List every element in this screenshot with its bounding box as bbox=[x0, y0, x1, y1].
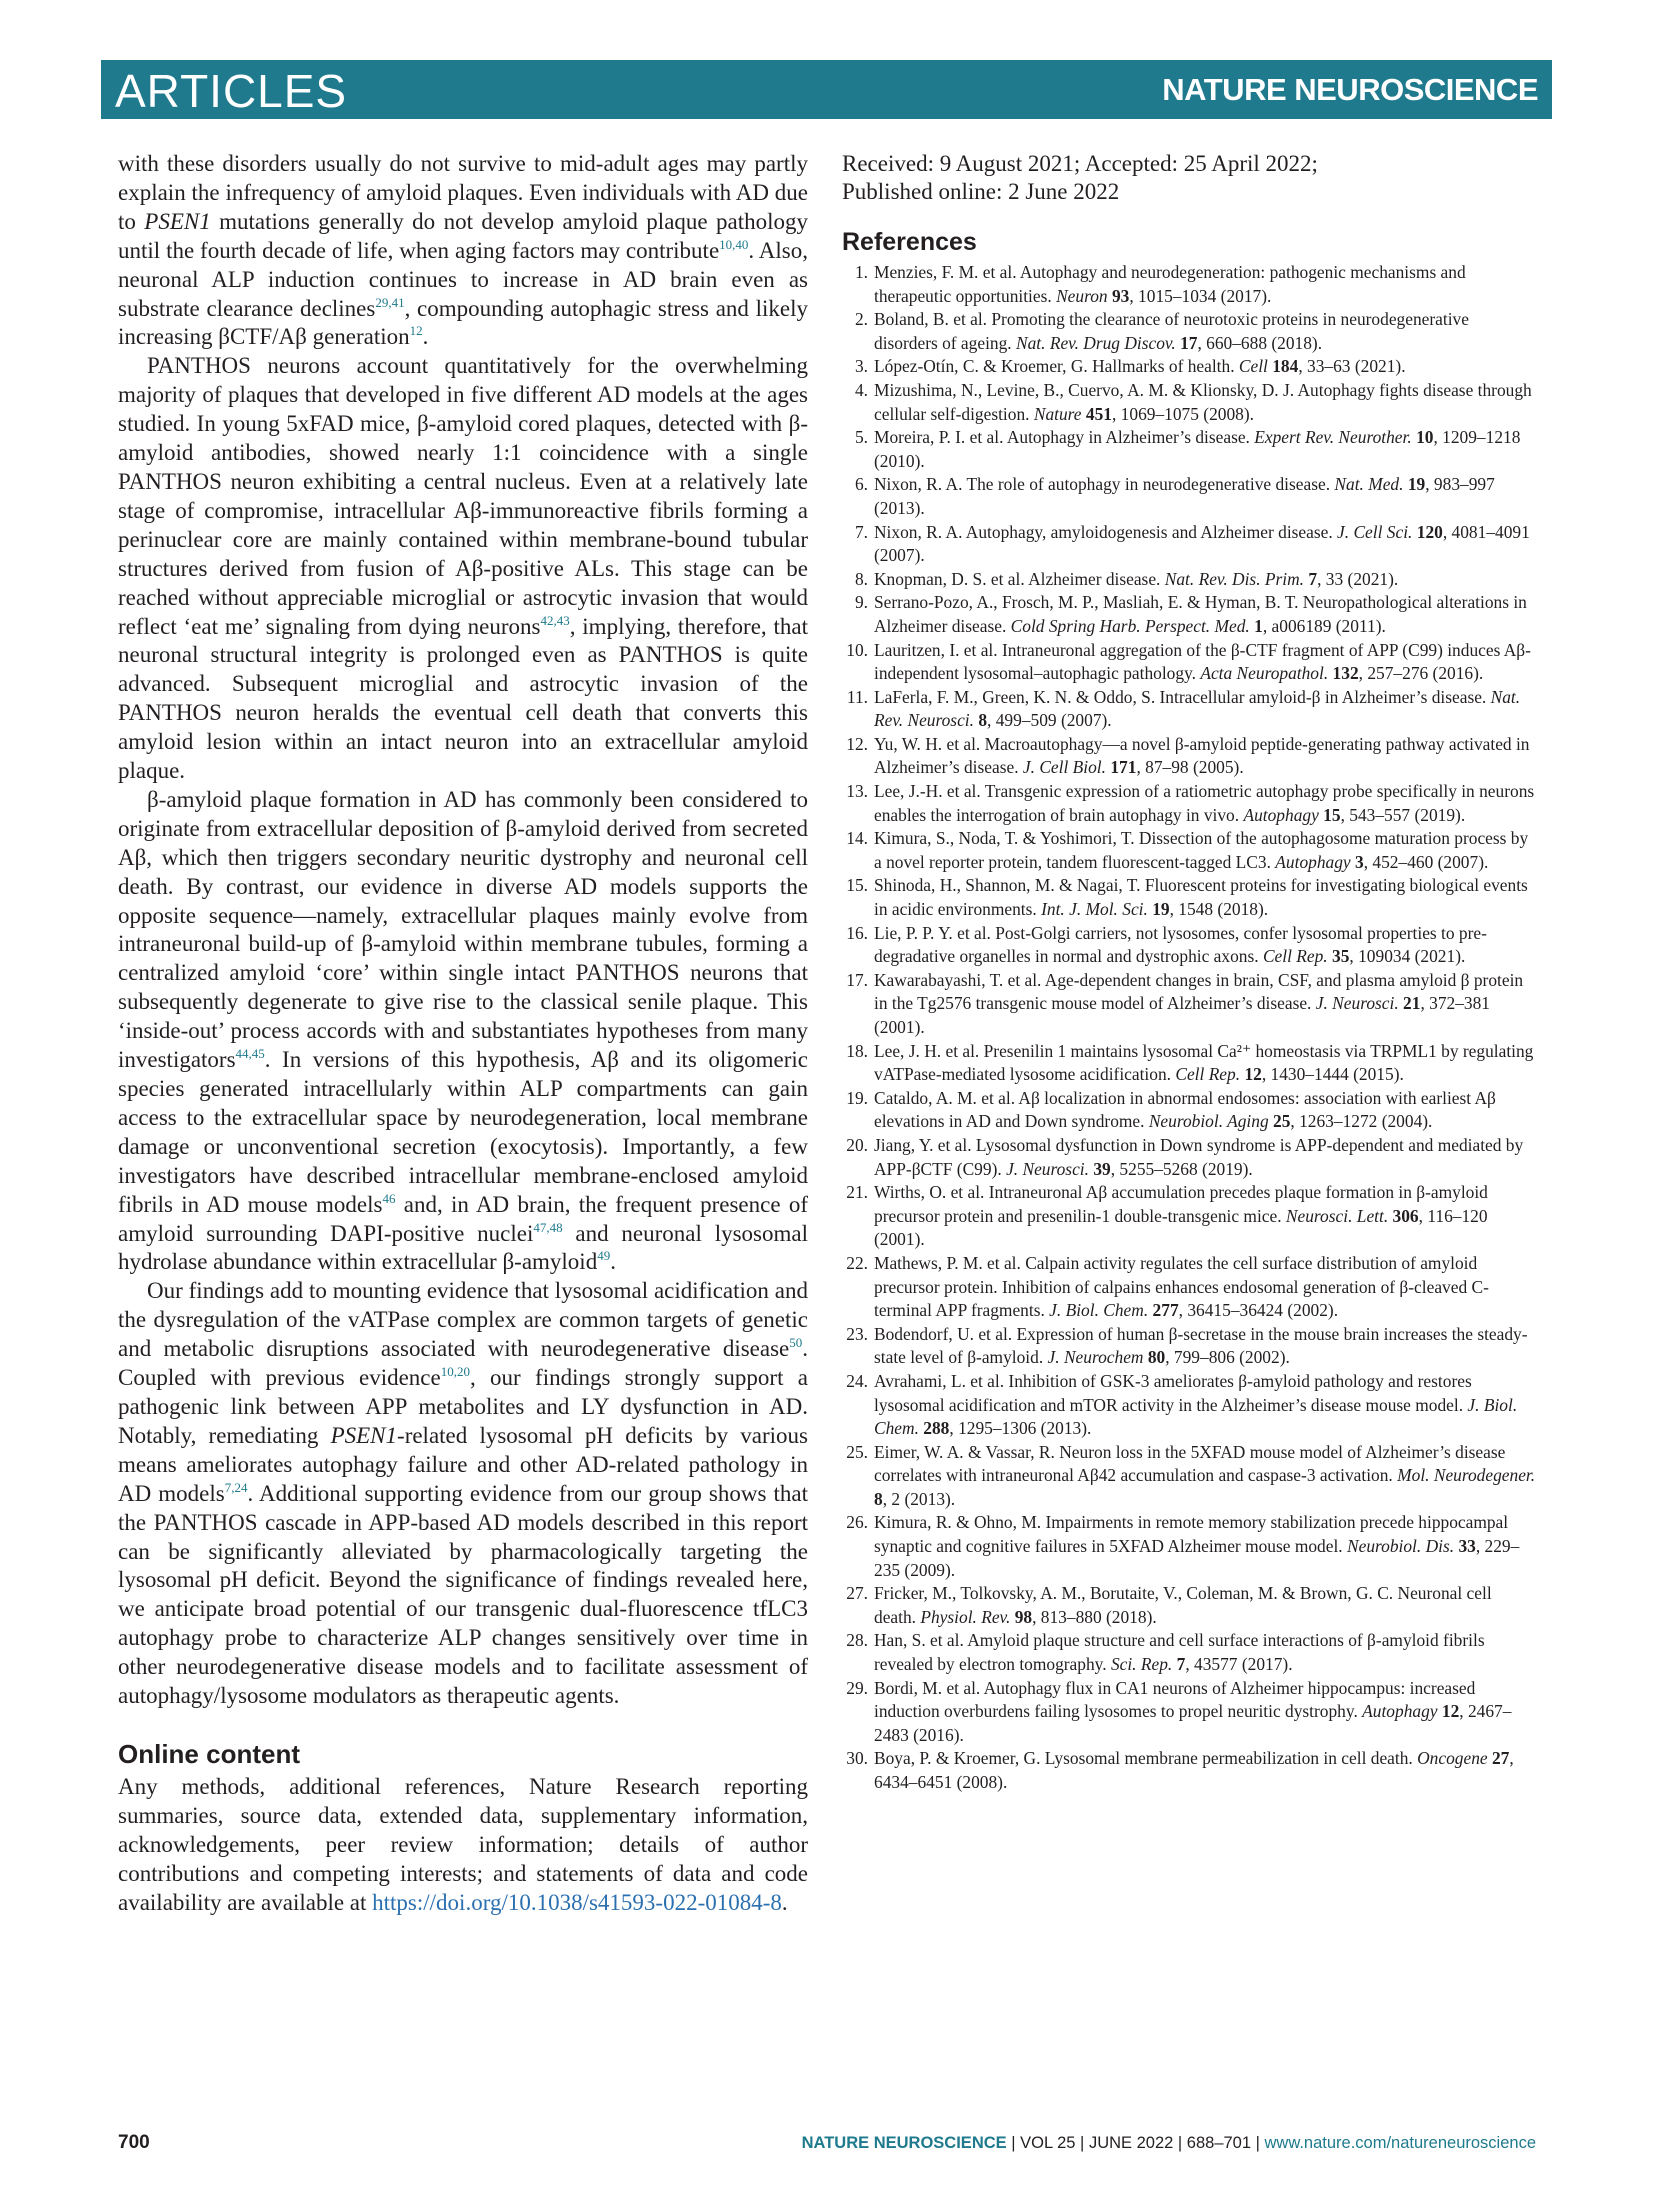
reference-text: Kimura, S., Noda, T. & Yoshimori, T. Dissection of the autophagosome maturation process by a novel reporter protein, tandem fluorescent-tagged LC3. bbox=[874, 828, 1529, 872]
reference-volume: 21 bbox=[1403, 993, 1421, 1014]
reference-volume: 184 bbox=[1272, 356, 1299, 377]
reference-volume: 8 bbox=[874, 1488, 883, 1509]
reference-number: 18. bbox=[846, 1040, 868, 1061]
reference-text: Fricker, M., Tolkovsky, A. M., Borutaite, V., Coleman, M. & Brown, G. C. Neuronal cell death. bbox=[874, 1583, 1492, 1627]
reference-pages: , 1548 (2018). bbox=[1169, 899, 1269, 920]
reference-text: Nixon, R. A. Autophagy, amyloidogenesis and Alzheimer disease. bbox=[874, 521, 1338, 542]
footer-journal: NATURE NEUROSCIENCE bbox=[801, 2134, 1007, 2152]
reference-pages: , 33–63 (2021). bbox=[1298, 356, 1406, 377]
reference-item bbox=[842, 1087, 1536, 1134]
reference-pages: , 5255–5268 (2019). bbox=[1110, 1158, 1253, 1179]
reference-journal: Neurosci. Lett. bbox=[1285, 1205, 1389, 1226]
reference-pages: , 983–997 (2013). bbox=[874, 474, 1495, 518]
footer-pages: 688–701 bbox=[1186, 2134, 1252, 2152]
reference-volume: 451 bbox=[1085, 403, 1112, 424]
citation-link[interactable]: 10,20 bbox=[440, 1364, 470, 1380]
reference-volume: 306 bbox=[1392, 1205, 1419, 1226]
reference-pages: , 87–98 (2005). bbox=[1136, 757, 1244, 778]
reference-journal: J. Cell Biol. bbox=[1022, 757, 1106, 778]
reference-item bbox=[842, 1370, 1536, 1441]
reference-journal: Autophagy bbox=[1275, 851, 1351, 872]
reference-item bbox=[842, 426, 1536, 473]
reference-number: 24. bbox=[846, 1370, 868, 1391]
publication-dates bbox=[842, 150, 1536, 206]
reference-volume: 98 bbox=[1014, 1606, 1033, 1627]
reference-number: 13. bbox=[846, 781, 868, 802]
reference-text: Cataldo, A. M. et al. Aβ localization in abnormal endosomes: association with earliest Aβ elevations in AD and Down syndrome. bbox=[874, 1087, 1496, 1132]
reference-item bbox=[842, 521, 1536, 568]
reference-item bbox=[842, 874, 1536, 921]
reference-journal: Cold Spring Harb. Perspect. Med. bbox=[1010, 615, 1250, 636]
reference-text: Bodendorf, U. et al. Expression of human β-secretase in the mouse brain increases the steady-state level of β-amyloid. bbox=[874, 1323, 1528, 1368]
paragraph-1: with these disorders usually do not survive to mid-adult ages may partly explain the infrequency of amyloid plaques. Even individuals with AD due to PSEN1 mutations generally do not develop amyloid plaque pathology until the fourth decade of life, when aging factors may contribute$^{10,40}$. Also, neuronal ALP induction continues to increase in AD brain even as substrate clearance declines$^{29,41}$, compounding autophagic stress and likely increasing βCTF/Aβ generation$^{12}$. bbox=[118, 151, 808, 350]
reference-item bbox=[842, 1582, 1536, 1629]
reference-journal: Neurobiol. Dis. bbox=[1347, 1536, 1455, 1557]
reference-item bbox=[842, 1181, 1536, 1252]
citation-link[interactable]: 12 bbox=[409, 323, 423, 339]
references-heading: References bbox=[842, 228, 977, 256]
reference-number: 30. bbox=[846, 1748, 868, 1769]
reference-journal: Int. J. Mol. Sci. bbox=[1041, 899, 1148, 920]
reference-journal: J. Cell Sci. bbox=[1337, 521, 1413, 542]
paragraph-3: β-amyloid plaque formation in AD has commonly been considered to originate from extracellular deposition of β-amyloid derived from secreted Aβ, which then triggers secondary neuritic dystrophy and neuronal cell death. By contrast, our evidence in diverse AD models supports the opposite sequence—namely, extracellular plaques mainly evolve from intraneuronal build-up of β-amyloid within membrane tubules, forming a centralized amyloid ‘core’ within single intact PANTHOS neurons that subsequently degenerate to give rise to the classical senile plaque. This ‘inside-out’ process accords with and substantiates hypotheses from many investigators$^{44,45}$. In versions of this hypothesis, Aβ and its oligomeric species generated intracellularly within ALP compartments can gain access to the extracellular space by neurodegeneration, local membrane damage or unconventional secretion (exocytosis). Importantly, a few investigators have described intracellular membrane-enclosed amyloid fibrils in AD mouse models$^{46}$ and, in AD brain, the frequent presence of amyloid surrounding DAPI-positive nuclei$^{47,48}$ and neuronal lysosomal hydrolase abundance within extracellular β-amyloid$^{49}$. bbox=[118, 786, 808, 1275]
citation-link[interactable]: 10,40 bbox=[719, 236, 749, 252]
reference-number: 25. bbox=[846, 1441, 868, 1462]
reference-volume: 27 bbox=[1491, 1748, 1510, 1769]
right-column bbox=[842, 150, 1536, 1795]
reference-volume: 171 bbox=[1110, 757, 1137, 778]
reference-volume: 10 bbox=[1416, 427, 1434, 448]
footer-citation: NATURE NEUROSCIENCE | VOL 25 | JUNE 2022 | 688–701 | www.nature.com/natureneuroscience bbox=[801, 2134, 1536, 2152]
reference-text: Bordi, M. et al. Autophagy flux in CA1 neurons of Alzheimer hippocampus: increased induction overburdens failing lysosomes to propel neuritic dystrophy. bbox=[874, 1677, 1476, 1722]
reference-journal: Sci. Rep. bbox=[1110, 1654, 1173, 1675]
reference-number: 20. bbox=[846, 1134, 868, 1155]
reference-volume: 33 bbox=[1458, 1536, 1476, 1557]
reference-volume: 19 bbox=[1152, 899, 1170, 920]
reference-text: Knopman, D. S. et al. Alzheimer disease. bbox=[874, 568, 1165, 589]
reference-number: 17. bbox=[846, 969, 868, 990]
reference-text: Eimer, W. A. & Vassar, R. Neuron loss in the 5XFAD mouse model of Alzheimer’s disease correlates with intraneuronal Aβ42 accumulation and caspase-3 activation. bbox=[874, 1441, 1506, 1486]
page-footer bbox=[0, 2130, 1653, 2160]
reference-volume: 288 bbox=[923, 1418, 950, 1439]
online-content-heading: Online content bbox=[118, 1738, 300, 1769]
reference-text: Shinoda, H., Shannon, M. & Nagai, T. Fluorescent proteins for investigating biological events in acidic environments. bbox=[874, 875, 1528, 920]
reference-volume: 277 bbox=[1152, 1300, 1179, 1321]
reference-pages: , 1015–1034 (2017). bbox=[1129, 285, 1272, 306]
reference-volume: 3 bbox=[1355, 851, 1364, 872]
reference-volume: 35 bbox=[1332, 946, 1350, 967]
citation-link[interactable]: 29,41 bbox=[375, 294, 405, 310]
reference-item bbox=[842, 733, 1536, 780]
reference-number: 27. bbox=[846, 1583, 868, 1604]
reference-volume: 19 bbox=[1407, 474, 1426, 495]
reference-number: 6. bbox=[854, 474, 868, 495]
journal-url-link[interactable]: www.nature.com/natureneuroscience bbox=[1264, 2134, 1536, 2152]
reference-pages: , 1430–1444 (2015). bbox=[1261, 1064, 1404, 1085]
reference-list bbox=[842, 261, 1536, 1795]
reference-pages: , 1263–1272 (2004). bbox=[1290, 1111, 1433, 1132]
reference-pages: , 1069–1075 (2008). bbox=[1111, 403, 1254, 424]
reference-number: 1. bbox=[854, 262, 868, 282]
reference-volume: 1 bbox=[1254, 615, 1263, 636]
reference-item bbox=[842, 1441, 1536, 1512]
reference-pages: , 372–381 (2001). bbox=[874, 993, 1490, 1037]
reference-number: 7. bbox=[854, 521, 868, 542]
reference-item bbox=[842, 261, 1536, 308]
reference-journal: J. Biol. Chem. bbox=[874, 1394, 1518, 1439]
reference-journal: J. Biol. Chem. bbox=[1049, 1300, 1149, 1321]
reference-item bbox=[842, 308, 1536, 355]
reference-pages: , 543–557 (2019). bbox=[1340, 804, 1466, 825]
reference-item bbox=[842, 780, 1536, 827]
reference-item bbox=[842, 591, 1536, 638]
citation-link[interactable]: 50 bbox=[789, 1335, 803, 1351]
reference-text: Moreira, P. I. et al. Autophagy in Alzheimer’s disease. bbox=[874, 427, 1255, 448]
reference-journal: Acta Neuropathol. bbox=[1200, 663, 1329, 684]
reference-journal: Nat. Rev. Dis. Prim. bbox=[1164, 568, 1305, 589]
reference-pages: , 2 (2013). bbox=[882, 1488, 956, 1509]
reference-number: 19. bbox=[846, 1087, 868, 1108]
reference-journal: Expert Rev. Neurother. bbox=[1254, 427, 1412, 448]
reference-volume: 80 bbox=[1147, 1347, 1166, 1368]
reference-journal: Autophagy bbox=[1243, 804, 1319, 825]
reference-item bbox=[842, 1747, 1536, 1794]
reference-number: 21. bbox=[846, 1182, 868, 1203]
reference-item bbox=[842, 1252, 1536, 1323]
reference-journal: Nat. Rev. Neurosci. bbox=[874, 686, 1521, 731]
citation-link[interactable]: 7,24 bbox=[224, 1479, 248, 1495]
reference-text: Mathews, P. M. et al. Calpain activity regulates the cell surface distribution of amyloid precursor protein. Inhibition of calpains enhances endosomal generation of β-cleaved C-terminal APP fragments. bbox=[874, 1252, 1489, 1321]
reference-pages: , 109034 (2021). bbox=[1349, 946, 1466, 967]
reference-volume: 7 bbox=[1176, 1654, 1186, 1675]
paragraph-4: Our findings add to mounting evidence that lysosomal acidification and the dysregulation of the vATPase complex are common targets of genetic and metabolic disruptions associated with neurodegenerative disease$^{50}$. Coupled with previous evidence$^{10,20}$, our findings strongly support a pathogenic link between APP metabolites and LY dysfunction in AD. Notably, remediating PSEN1-related lysosomal pH deficits by various means ameliorates autophagy failure and other AD-related pathology in AD models$^{7,24}$. Additional supporting evidence from our group shows that the PANTHOS cascade in APP-based AD models described in this report can be significantly alleviated by pharmacologically targeting the lysosomal pH deficit. Beyond the significance of findings revealed here, we anticipate broad potential of our transgenic dual-fluorescence tfLC3 autophagy probe to characterize ALP changes sensitively over time in other neurodegenerative disease models and to facilitate assessment of autophagy/lysosome modulators as therapeutic agents. bbox=[118, 1278, 808, 1709]
running-header bbox=[101, 60, 1552, 119]
reference-number: 9. bbox=[854, 592, 868, 613]
reference-text: Wirths, O. et al. Intraneuronal Aβ accumulation precedes plaque formation in β-amyloid precursor protein and presenilin-1 double-transgenic mice. bbox=[874, 1182, 1488, 1226]
reference-pages: , 6434–6451 (2008). bbox=[874, 1748, 1514, 1792]
reference-volume: 93 bbox=[1111, 285, 1130, 306]
reference-text: Lauritzen, I. et al. Intraneuronal aggregation of the β-CTF fragment of APP (C99) induces Aβ-independent lysosomal–autophagic pathology. bbox=[874, 639, 1531, 684]
reference-volume: 132 bbox=[1332, 663, 1359, 684]
reference-text: Boya, P. & Kroemer, G. Lysosomal membrane permeabilization in cell death. bbox=[874, 1748, 1418, 1769]
reference-volume: 12 bbox=[1441, 1701, 1460, 1722]
reference-item bbox=[842, 355, 1536, 379]
reference-text: Han, S. et al. Amyloid plaque structure and cell surface interactions of β-amyloid fibrils revealed by electron tomography. bbox=[874, 1630, 1485, 1675]
reference-item bbox=[842, 686, 1536, 733]
reference-text: Kawarabayashi, T. et al. Age-dependent changes in brain, CSF, and plasma amyloid β protein in the Tg2576 transgenic mouse model of Alzheimer’s disease. bbox=[874, 969, 1524, 1014]
doi-link[interactable]: https://doi.org/10.1038/s41593-022-01084-8 bbox=[372, 1889, 782, 1915]
reference-item bbox=[842, 1629, 1536, 1676]
reference-item bbox=[842, 827, 1536, 874]
reference-item bbox=[842, 379, 1536, 426]
reference-item bbox=[842, 922, 1536, 969]
reference-text: Lie, P. P. Y. et al. Post-Golgi carriers, not lysosomes, confer lysosomal properties to pre-degradative organelles in normal and dystrophic axons. bbox=[874, 922, 1487, 967]
reference-number: 29. bbox=[846, 1677, 868, 1698]
reference-journal: Autophagy bbox=[1362, 1701, 1438, 1722]
reference-item bbox=[842, 473, 1536, 520]
reference-pages: , 1209–1218 (2010). bbox=[874, 427, 1521, 471]
reference-item bbox=[842, 639, 1536, 686]
reference-pages: , 1295–1306 (2013). bbox=[949, 1418, 1092, 1439]
reference-journal: Cell Rep. bbox=[1175, 1064, 1241, 1085]
reference-text: Menzies, F. M. et al. Autophagy and neurodegeneration: pathogenic mechanisms and therapeutic opportunities. bbox=[874, 262, 1466, 306]
reference-item bbox=[842, 568, 1536, 592]
reference-number: 16. bbox=[846, 922, 868, 943]
reference-text: López-Otín, C. & Kroemer, G. Hallmarks of health. bbox=[874, 356, 1239, 377]
paragraph-2: PANTHOS neurons account quantitatively for the overwhelming majority of plaques that developed in five different AD models at the ages studied. In young 5xFAD mice, β-amyloid cored plaques, detected with β-amyloid antibodies, showed nearly 1:1 coincidence with a single PANTHOS neuron exhibiting a central nucleus. Even at a relatively late stage of compromise, intracellular Aβ-immunoreactive fibrils forming a perinuclear core are mainly contained within membrane-bound tubular structures derived from fusion of Aβ-positive ALs. This stage can be reached without appreciable microglial or astrocytic invasion that would reflect ‘eat me’ signaling from dying neurons$^{42,43}$, implying, therefore, that neuronal structural integrity is prolonged even as PANTHOS is quite advanced. Subsequent microglial and astrocytic invasion of the PANTHOS neuron heralds the eventual cell death that converts this amyloid lesion within an intact neuron into an extracellular amyloid plaque. bbox=[118, 353, 808, 784]
reference-item bbox=[842, 1040, 1536, 1087]
reference-number: 26. bbox=[846, 1512, 868, 1533]
reference-pages: , 2467–2483 (2016). bbox=[874, 1701, 1512, 1745]
citation-link[interactable]: 42,43 bbox=[540, 612, 570, 628]
reference-volume: 15 bbox=[1323, 804, 1341, 825]
citation-link[interactable]: 49 bbox=[597, 1248, 611, 1264]
reference-text: Lee, J.-H. et al. Transgenic expression of a ratiometric autophagy probe specifically in neurons enables the interrogation of brain autophagy in vivo. bbox=[874, 781, 1535, 825]
reference-journal: Nature bbox=[1033, 403, 1082, 424]
reference-pages: , 229–235 (2009). bbox=[874, 1536, 1520, 1580]
reference-number: 8. bbox=[854, 568, 868, 589]
footer-date: JUNE 2022 bbox=[1088, 2134, 1174, 2152]
journal-name: NATURE NEUROSCIENCE bbox=[1162, 72, 1538, 107]
reference-pages: , 799–806 (2002). bbox=[1165, 1347, 1290, 1368]
reference-pages: , 257–276 (2016). bbox=[1358, 663, 1484, 684]
reference-pages: , 452–460 (2007). bbox=[1363, 851, 1489, 872]
reference-pages: , 116–120 (2001). bbox=[874, 1205, 1488, 1250]
reference-item bbox=[842, 1134, 1536, 1181]
reference-number: 14. bbox=[846, 828, 868, 849]
reference-number: 5. bbox=[854, 427, 868, 448]
reference-number: 12. bbox=[846, 733, 868, 754]
reference-volume: 25 bbox=[1273, 1111, 1291, 1132]
reference-pages: , 4081–4091 (2007). bbox=[874, 521, 1530, 566]
reference-journal: Oncogene bbox=[1417, 1748, 1488, 1769]
reference-volume: 39 bbox=[1093, 1158, 1111, 1179]
reference-text: Avrahami, L. et al. Inhibition of GSK-3 ameliorates β-amyloid pathology and restores lysosomal acidification and mTOR activity in the Alzheimer’s disease mouse model. bbox=[874, 1370, 1472, 1415]
main-text-column bbox=[118, 150, 808, 1917]
reference-pages: , a006189 (2011). bbox=[1262, 615, 1386, 636]
reference-item bbox=[842, 969, 1536, 1040]
reference-text: Jiang, Y. et al. Lysosomal dysfunction in Down syndrome is APP-dependent and mediated by APP-βCTF (C99). bbox=[874, 1134, 1524, 1179]
reference-number: 22. bbox=[846, 1252, 868, 1273]
reference-text: Serrano-Pozo, A., Frosch, M. P., Masliah, E. & Hyman, B. T. Neuropathological alterations in Alzheimer disease. bbox=[874, 592, 1527, 636]
reference-number: 15. bbox=[846, 875, 868, 896]
reference-item bbox=[842, 1323, 1536, 1370]
reference-number: 3. bbox=[854, 356, 868, 377]
reference-volume: 8 bbox=[978, 710, 988, 731]
reference-journal: Nat. Rev. Drug Discov. bbox=[1016, 332, 1176, 353]
received-accepted-line: Received: 9 August 2021; Accepted: 25 April 2022; bbox=[842, 151, 1318, 176]
reference-volume: 12 bbox=[1244, 1064, 1262, 1085]
reference-pages: , 33 (2021). bbox=[1317, 568, 1399, 589]
reference-text: Kimura, R. & Ohno, M. Impairments in remote memory stabilization precede hippocampal synaptic and cognitive failures in 5XFAD Alzheimer mouse model. bbox=[874, 1512, 1509, 1557]
reference-journal: Neurobiol. Aging bbox=[1148, 1111, 1269, 1132]
reference-number: 2. bbox=[854, 309, 868, 330]
reference-text: Mizushima, N., Levine, B., Cuervo, A. M. & Klionsky, D. J. Autophagy fights disease through cellular self-digestion. bbox=[874, 379, 1532, 424]
reference-journal: J. Neurosci. bbox=[1315, 993, 1399, 1014]
reference-volume: 17 bbox=[1180, 332, 1198, 353]
reference-pages: , 813–880 (2018). bbox=[1032, 1606, 1157, 1627]
reference-volume: 120 bbox=[1416, 521, 1443, 542]
published-online-line: Published online: 2 June 2022 bbox=[842, 179, 1120, 204]
reference-number: 28. bbox=[846, 1630, 868, 1651]
page-number: 700 bbox=[118, 2132, 150, 2153]
reference-journal: Cell Rep. bbox=[1262, 946, 1328, 967]
reference-number: 4. bbox=[854, 379, 868, 400]
reference-number: 23. bbox=[846, 1323, 868, 1344]
footer-volume: VOL 25 bbox=[1020, 2134, 1076, 2152]
reference-text: Nixon, R. A. The role of autophagy in neurodegenerative disease. bbox=[874, 474, 1335, 495]
reference-item bbox=[842, 1677, 1536, 1748]
reference-pages: , 499–509 (2007). bbox=[987, 710, 1112, 731]
reference-journal: Physiol. Rev. bbox=[920, 1606, 1011, 1627]
reference-journal: Neuron bbox=[1056, 285, 1108, 306]
reference-journal: Mol. Neurodegener. bbox=[1397, 1465, 1536, 1486]
reference-number: 11. bbox=[846, 686, 868, 707]
reference-volume: 7 bbox=[1308, 568, 1318, 589]
reference-text: Boland, B. et al. Promoting the clearance of neurotoxic proteins in neurodegenerative disorders of ageing. bbox=[874, 309, 1469, 353]
online-content-text: Any methods, additional references, Nature Research reporting summaries, source data, extended data, supplementary information, acknowledgements, peer review information; details of author contributions and competing interests; and statements of data and code availability are available at https://doi.org/10.1038/s41593-022-01084-8. bbox=[118, 1773, 808, 1915]
reference-journal: J. Neurosci. bbox=[1006, 1158, 1089, 1179]
reference-text: Yu, W. H. et al. Macroautophagy—a novel β-amyloid peptide-generating pathway activated in Alzheimer’s disease. bbox=[874, 733, 1530, 778]
section-label: ARTICLES bbox=[115, 65, 348, 117]
reference-item bbox=[842, 1511, 1536, 1582]
reference-journal: Cell bbox=[1238, 356, 1268, 377]
citation-link[interactable]: 47,48 bbox=[533, 1219, 563, 1235]
reference-pages: , 36415–36424 (2002). bbox=[1178, 1300, 1339, 1321]
reference-pages: , 660–688 (2018). bbox=[1197, 332, 1323, 353]
citation-link[interactable]: 44,45 bbox=[235, 1046, 265, 1062]
reference-pages: , 43577 (2017). bbox=[1185, 1654, 1293, 1675]
reference-text: LaFerla, F. M., Green, K. N. & Oddo, S. Intracellular amyloid-β in Alzheimer’s disease. bbox=[874, 686, 1491, 707]
citation-link[interactable]: 46 bbox=[382, 1190, 396, 1206]
reference-number: 10. bbox=[846, 639, 868, 660]
reference-text: Lee, J. H. et al. Presenilin 1 maintains lysosomal Ca²⁺ homeostasis via TRPML1 by regulating vATPase-mediated lysosome acidification. bbox=[874, 1040, 1534, 1085]
reference-journal: Nat. Med. bbox=[1334, 474, 1404, 495]
reference-journal: J. Neurochem bbox=[1047, 1347, 1144, 1368]
